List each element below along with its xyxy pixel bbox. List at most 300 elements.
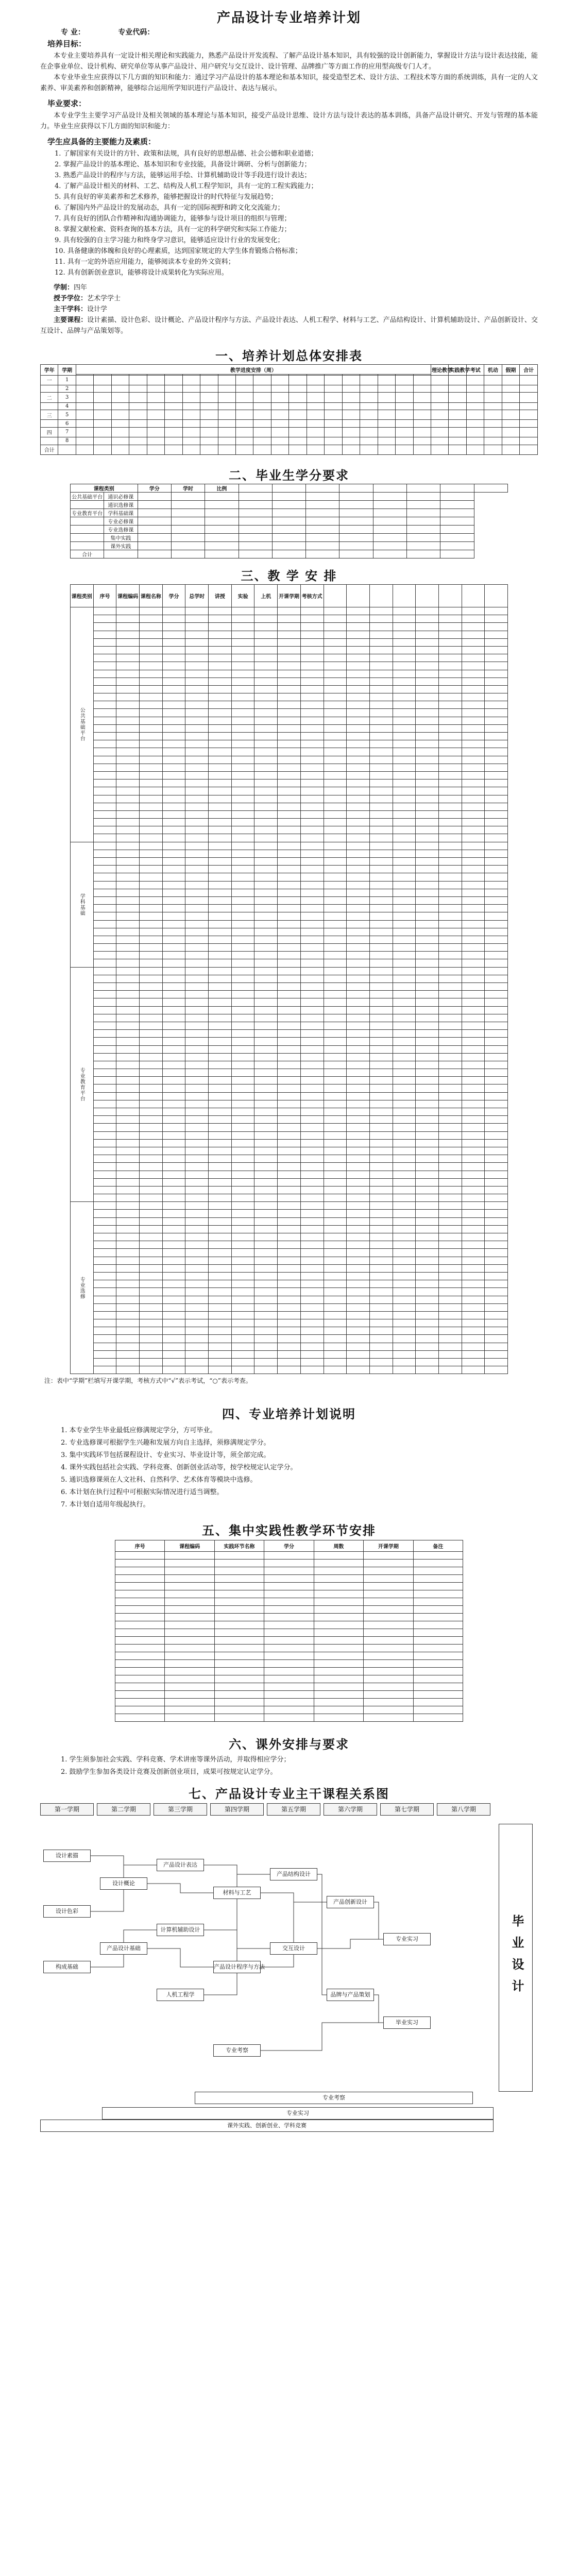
table-cell: [438, 646, 462, 654]
table-cell: [185, 1359, 209, 1366]
table-cell: [347, 834, 370, 842]
table-cell: [231, 1202, 254, 1210]
serial-cell: [93, 850, 116, 857]
table-cell: [369, 717, 393, 724]
table-cell: [231, 1163, 254, 1171]
table-cell: [231, 1264, 254, 1272]
table-cell: [205, 534, 239, 542]
table-cell: [369, 889, 393, 896]
table-cell: [278, 1155, 301, 1163]
table-row: [70, 1084, 507, 1092]
table-cell: [373, 534, 406, 542]
table-cell: [485, 810, 508, 818]
table-cell: [485, 1359, 508, 1366]
term-header-cell: [474, 484, 507, 493]
table-row: [70, 1257, 507, 1264]
table-cell: [369, 701, 393, 709]
table-cell: [438, 810, 462, 818]
table-cell: [140, 1335, 163, 1343]
table-cell: [347, 1210, 370, 1217]
table-cell: [393, 733, 416, 740]
duration-line: [40, 282, 538, 293]
table-cell: [369, 662, 393, 670]
table-row: [70, 1335, 507, 1343]
serial-cell: [93, 615, 116, 623]
table-cell: [94, 393, 111, 402]
table-cell: [116, 944, 140, 952]
table-cell: [416, 803, 439, 810]
table-cell: [185, 1303, 209, 1311]
table-cell: [209, 959, 232, 967]
table-cell: [520, 420, 538, 427]
table-cell: [254, 733, 278, 740]
table-row: [70, 896, 507, 904]
table-cell: [76, 445, 93, 454]
connector-line: [261, 1893, 327, 1902]
table-row: [70, 779, 507, 787]
table-cell: [116, 1225, 140, 1233]
table-cell: [300, 733, 324, 740]
table-cell: [462, 1030, 485, 1038]
table-cell: [485, 803, 508, 810]
table-cell: [485, 1163, 508, 1171]
table-cell: [485, 748, 508, 756]
table-cell: [209, 1350, 232, 1358]
table-cell: [209, 1147, 232, 1155]
table-cell: [278, 1249, 301, 1257]
table-cell: [393, 1217, 416, 1225]
table-cell: [214, 1614, 264, 1621]
serial-cell: [93, 998, 116, 1006]
table-cell: [342, 375, 360, 385]
table-cell: [462, 1257, 485, 1264]
table-cell: [300, 1038, 324, 1045]
table-cell: [185, 1038, 209, 1045]
table-cell: [278, 607, 301, 615]
table-cell: [485, 717, 508, 724]
table-cell: [393, 1311, 416, 1319]
table-cell: [416, 795, 439, 803]
table-cell: [393, 1303, 416, 1311]
table-cell: [165, 1699, 214, 1706]
table-cell: [218, 385, 235, 392]
table-cell: [466, 393, 484, 402]
table-cell: [462, 842, 485, 850]
ability-item: 9. 具有较强的自主学习能力和终身学习意识，能够适应设计行业的发展变化；: [55, 236, 284, 244]
table-cell: [416, 905, 439, 912]
table-cell: [116, 873, 140, 881]
table-cell: [209, 1030, 232, 1038]
table-cell: [209, 1359, 232, 1366]
header-year: 学年: [41, 365, 58, 376]
table-cell: [393, 1225, 416, 1233]
table-cell: [396, 420, 413, 427]
table-cell: [185, 1202, 209, 1210]
table-cell: [484, 427, 502, 437]
serial-cell: [93, 1022, 116, 1029]
table-cell: [369, 1225, 393, 1233]
table-cell: [485, 1311, 508, 1319]
table-cell: [162, 1194, 185, 1202]
table-cell: [485, 858, 508, 866]
table-cell: [324, 1327, 347, 1335]
abilities-heading: 学生应具备的主要能力及素质：: [47, 137, 156, 146]
table-cell: [347, 881, 370, 889]
table-cell: [209, 693, 232, 701]
table-cell: [393, 670, 416, 677]
table-cell: [214, 1590, 264, 1598]
table-cell: [116, 850, 140, 857]
table-cell: [231, 991, 254, 998]
table-cell: [462, 607, 485, 615]
table-cell: [416, 1264, 439, 1272]
table-cell: [185, 998, 209, 1006]
table-cell: [140, 889, 163, 896]
table-cell: [116, 1006, 140, 1014]
table-cell: [314, 1552, 363, 1560]
table-cell: [485, 1030, 508, 1038]
table-cell: [393, 1022, 416, 1029]
table-row: [70, 509, 507, 517]
table-cell: [369, 959, 393, 967]
table-cell: [347, 1225, 370, 1233]
table-cell: [254, 740, 278, 748]
serial-cell: [93, 1084, 116, 1092]
ability-item: 12. 具有创新创业意识，能够将设计成果转化为实际应用。: [55, 269, 228, 277]
table-cell: [416, 1359, 439, 1366]
table-cell: [162, 1359, 185, 1366]
table-cell: [324, 819, 347, 826]
serial-cell: [93, 881, 116, 889]
table-cell: [462, 975, 485, 982]
table-row: [70, 858, 507, 866]
table-cell: [416, 1171, 439, 1178]
table-cell: [396, 375, 413, 385]
table-cell: [209, 1069, 232, 1077]
table-cell: [231, 1319, 254, 1327]
table-cell: [185, 693, 209, 701]
table-cell: [162, 1225, 185, 1233]
table-cell: [484, 393, 502, 402]
table-cell: [462, 1366, 485, 1374]
table-cell: [111, 445, 129, 454]
table-cell: [165, 1706, 214, 1714]
table-cell: [300, 795, 324, 803]
table-cell: [369, 1022, 393, 1029]
table-cell: [278, 881, 301, 889]
table-cell: [289, 402, 307, 410]
table-cell: [462, 873, 485, 881]
table-cell: [209, 1217, 232, 1225]
table-cell: [393, 654, 416, 662]
table-cell: [278, 920, 301, 928]
serial-cell: [93, 1108, 116, 1116]
table-cell: [209, 991, 232, 998]
table-cell: [140, 662, 163, 670]
serial-cell: [93, 662, 116, 670]
table-cell: [325, 437, 342, 445]
table-cell: [185, 1124, 209, 1131]
serial-cell: [93, 858, 116, 866]
table-cell: [416, 740, 439, 748]
table-cell: [347, 1077, 370, 1084]
table-cell: [129, 437, 147, 445]
table-cell: [502, 427, 519, 437]
table-cell: [347, 733, 370, 740]
table-cell: [165, 1614, 214, 1621]
table-cell: [393, 1366, 416, 1374]
table-cell: [115, 1575, 164, 1583]
table-cell: [416, 1366, 439, 1374]
table-cell: [185, 662, 209, 670]
table-cell: [407, 542, 440, 550]
table-cell: [254, 1053, 278, 1061]
table-cell: [300, 1053, 324, 1061]
table-row: [41, 410, 538, 420]
table-cell: [300, 1155, 324, 1163]
table-cell: [393, 779, 416, 787]
table-cell: [484, 420, 502, 427]
table-cell: [218, 427, 235, 437]
table-cell: [264, 1691, 314, 1699]
table-cell: [416, 1022, 439, 1029]
serial-cell: [93, 1257, 116, 1264]
table-row: [70, 1359, 507, 1366]
table-row: [70, 975, 507, 982]
table-cell: [116, 677, 140, 685]
year-cell: [41, 385, 58, 392]
table-cell: [416, 717, 439, 724]
table-cell: [209, 1202, 232, 1210]
table-cell: [438, 1155, 462, 1163]
table-cell: [324, 959, 347, 967]
table-cell: [347, 826, 370, 834]
table-cell: [369, 858, 393, 866]
table-cell: [209, 1225, 232, 1233]
table-cell: [140, 1366, 163, 1374]
table-cell: [254, 654, 278, 662]
table-cell: [502, 445, 519, 454]
table-cell: [162, 819, 185, 826]
table-cell: [264, 1590, 314, 1598]
table-cell: [254, 1069, 278, 1077]
table-cell: [438, 1186, 462, 1194]
table-cell: [272, 526, 305, 534]
table-cell: [231, 1343, 254, 1350]
table-cell: [140, 1045, 163, 1053]
table-row: [115, 1606, 463, 1614]
serial-cell: [93, 803, 116, 810]
table-cell: [272, 534, 305, 542]
table-cell: [254, 1139, 278, 1147]
table-cell: [185, 701, 209, 709]
table-cell: [138, 526, 171, 534]
table-cell: [393, 1030, 416, 1038]
table-cell: [324, 1139, 347, 1147]
table-cell: [416, 952, 439, 959]
table-cell: [278, 1264, 301, 1272]
table-cell: [140, 842, 163, 850]
table-cell: [485, 1288, 508, 1296]
term-header-cell: [440, 484, 474, 493]
table-cell: [438, 1233, 462, 1241]
table-cell: [369, 881, 393, 889]
table-cell: [185, 724, 209, 732]
table-cell: [378, 427, 395, 437]
table-cell: [462, 834, 485, 842]
table-cell: [407, 493, 440, 501]
table-cell: [254, 1045, 278, 1053]
table-cell: [393, 1210, 416, 1217]
table-cell: [185, 1171, 209, 1178]
category-cell: 专业选修: [70, 1202, 93, 1374]
table-cell: [314, 1598, 363, 1606]
table-cell: [300, 623, 324, 631]
table-cell: [278, 748, 301, 756]
table-cell: [393, 1272, 416, 1280]
table-cell: [314, 1714, 363, 1722]
table-cell: [300, 709, 324, 717]
table-cell: [239, 550, 272, 558]
table-cell: [140, 1163, 163, 1171]
table-cell: [347, 717, 370, 724]
table-row: [70, 1030, 507, 1038]
table-cell: [300, 873, 324, 881]
table-cell: [209, 631, 232, 638]
table-cell: [485, 1116, 508, 1124]
table-cell: [116, 928, 140, 936]
table-cell: [347, 1335, 370, 1343]
table-cell: [438, 1366, 462, 1374]
table-cell: [347, 1350, 370, 1358]
table-cell: [324, 1014, 347, 1022]
table-cell: [438, 866, 462, 873]
table-cell: [209, 873, 232, 881]
table-cell: [111, 427, 129, 437]
table-cell: [162, 1296, 185, 1303]
table-row: [70, 701, 507, 709]
table-cell: [231, 975, 254, 982]
table-cell: [369, 1194, 393, 1202]
connector-line: [317, 1939, 383, 1948]
table-cell: [462, 928, 485, 936]
table-cell: [369, 724, 393, 732]
table-cell: [254, 631, 278, 638]
serial-cell: [93, 623, 116, 631]
table-cell: [140, 1296, 163, 1303]
table-cell: [235, 410, 253, 420]
table-cell: [416, 1147, 439, 1155]
table-cell: [140, 1038, 163, 1045]
table-cell: [162, 991, 185, 998]
table-cell: [393, 1069, 416, 1077]
table-cell: [416, 670, 439, 677]
table-cell: [116, 1210, 140, 1217]
section-3-title: 三、教 学 安 排: [241, 568, 337, 583]
table-cell: [140, 983, 163, 991]
table-cell: [185, 795, 209, 803]
table-cell: 公共基础平台: [70, 493, 104, 501]
table-cell: [393, 858, 416, 866]
table-row: [41, 427, 538, 437]
table-cell: [115, 1583, 164, 1590]
table-cell: [185, 764, 209, 771]
table-row: [115, 1683, 463, 1691]
table-cell: [147, 393, 164, 402]
table-cell: [218, 410, 235, 420]
table-cell: [438, 623, 462, 631]
table-cell: [171, 509, 205, 517]
table-cell: [185, 952, 209, 959]
table-cell: [162, 748, 185, 756]
table-cell: [231, 998, 254, 1006]
table-cell: [111, 393, 129, 402]
table-cell: [462, 889, 485, 896]
term-cell: 6: [58, 420, 76, 427]
table-cell: [462, 740, 485, 748]
table-cell: [165, 1621, 214, 1629]
table-cell: [162, 1241, 185, 1249]
table-cell: [214, 1598, 264, 1606]
table-cell: [438, 662, 462, 670]
table-cell: [300, 1006, 324, 1014]
table-cell: [253, 385, 271, 392]
table-cell: [254, 905, 278, 912]
table-cell: [235, 445, 253, 454]
table-cell: [393, 1100, 416, 1108]
table-cell: [393, 834, 416, 842]
table-cell: [214, 1714, 264, 1722]
table-cell: [314, 1575, 363, 1583]
table-cell: [484, 410, 502, 420]
table-cell: [231, 615, 254, 623]
table-cell: [393, 889, 416, 896]
table-cell: [278, 1022, 301, 1029]
table-cell: [449, 385, 466, 392]
courses-label: 主要课程：: [54, 316, 88, 324]
table-cell: [231, 1147, 254, 1155]
table-row: [70, 1092, 507, 1100]
table-cell: [347, 1319, 370, 1327]
table-cell: [162, 685, 185, 693]
table-cell: [347, 803, 370, 810]
table-cell: [416, 826, 439, 834]
table-cell: [185, 646, 209, 654]
table-cell: [231, 1171, 254, 1178]
table-cell: [364, 1675, 413, 1683]
table-cell: [324, 787, 347, 795]
table-cell: [373, 509, 406, 517]
table-cell: [209, 1272, 232, 1280]
table-cell: [347, 1327, 370, 1335]
table-cell: [347, 810, 370, 818]
table-cell: [254, 1202, 278, 1210]
table-row: [115, 1590, 463, 1598]
table-cell: [416, 1350, 439, 1358]
table-cell: [324, 889, 347, 896]
table-cell: [231, 1131, 254, 1139]
table-cell: [140, 1147, 163, 1155]
table-cell: [254, 998, 278, 1006]
table-row: [70, 1202, 507, 1210]
table-cell: [278, 1272, 301, 1280]
table-cell: [393, 771, 416, 779]
degree-label: 授予学位：: [54, 295, 88, 302]
table-cell: [278, 662, 301, 670]
table-cell: [278, 1319, 301, 1327]
table-cell: [116, 1163, 140, 1171]
table-cell: [369, 819, 393, 826]
